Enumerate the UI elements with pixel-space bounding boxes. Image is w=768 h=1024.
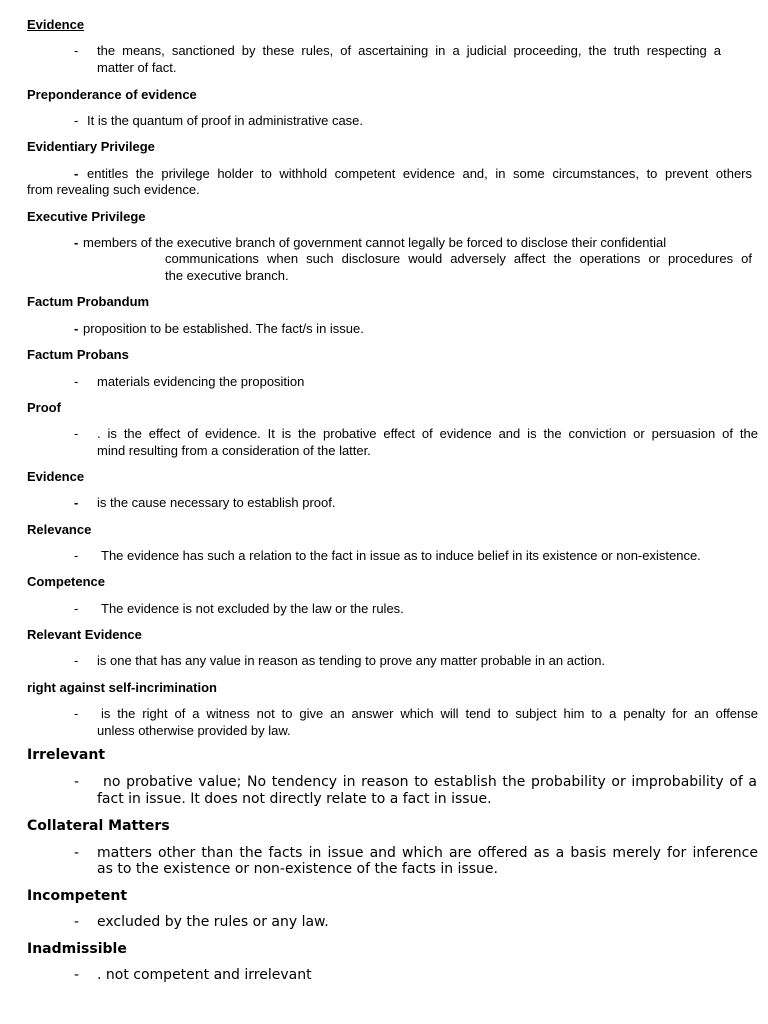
term-relevance: Relevance [27, 522, 92, 537]
bullet-dash: - [74, 845, 80, 861]
definition-line: The evidence has such a relation to the fact in issue as to induce belief in its existence or non-existence. [101, 548, 701, 563]
definition-line: as to the existence or non-existence of the facts in issue. [97, 861, 498, 877]
definition-line: The evidence is not excluded by the law or the rules. [101, 601, 404, 616]
term-irrelevant: Irrelevant [27, 747, 106, 763]
definition-line: unless otherwise provided by law. [97, 723, 291, 738]
definition-line: excluded by the rules or any law. [97, 914, 329, 930]
definition-line: from revealing such evidence. [27, 182, 200, 197]
definition-line: . not competent and irrelevant [97, 967, 312, 983]
definition-line: is one that has any value in reason as tending to prove any matter probable in an action. [97, 653, 606, 668]
definition-line: matter of fact. [97, 60, 177, 75]
term-right-against-self-incrimination: right against self-incrimination [27, 680, 217, 695]
bullet-dash: - [74, 706, 79, 721]
bullet-dash: - [74, 601, 79, 616]
term-executive-privilege: Executive Privilege [27, 209, 146, 224]
definition-line: materials evidencing the proposition [97, 374, 305, 389]
definition-line: . is the effect of evidence. It is the probative effect of evidence and is the conviction or persuasion of the [97, 426, 758, 441]
bullet-dash: - [74, 426, 79, 441]
bullet-dash: - [74, 653, 79, 668]
bullet-dash: - [74, 967, 80, 983]
term-preponderance-of-evidence: Preponderance of evidence [27, 87, 197, 102]
bullet-dash: - [74, 113, 79, 128]
bullet-dash: - [74, 166, 79, 181]
definition-line: the means, sanctioned by these rules, of ascertaining in a judicial proceeding, the truth respecting a [97, 43, 721, 58]
bullet-dash: - [74, 548, 79, 563]
definition-line: entitles the privilege holder to withhold competent evidence and, in some circumstances, to prevent others [87, 166, 752, 181]
term-evidence: Evidence [27, 17, 85, 32]
definition-line: proposition to be established. The fact/s in issue. [83, 321, 364, 336]
term-competence: Competence [27, 574, 106, 589]
term-relevant-evidence: Relevant Evidence [27, 627, 142, 642]
bullet-dash: - [74, 914, 80, 930]
definition-line: It is the quantum of proof in administrative case. [87, 113, 364, 128]
definition-line: is the right of a witness not to give an answer which will tend to subject him to a penalty for an offense [101, 706, 758, 721]
definition-line: mind resulting from a consideration of the latter. [97, 443, 371, 458]
bullet-dash: - [74, 374, 79, 389]
definition-line: fact in issue. It does not directly relate to a fact in issue. [97, 791, 492, 807]
bullet-dash: - [74, 43, 79, 58]
term-factum-probandum: Factum Probandum [27, 294, 150, 309]
bullet-dash: - [74, 235, 79, 250]
definition-line: the executive branch. [165, 268, 289, 283]
definition-line: no probative value; No tendency in reason to establish the probability or improbability of a [103, 774, 757, 790]
term-incompetent: Incompetent [27, 888, 128, 904]
definition-line: matters other than the facts in issue and which are offered as a basis merely for inference [97, 845, 758, 861]
definition-line: is the cause necessary to establish proof. [97, 495, 336, 510]
definition-line: communications when such disclosure would adversely affect the operations or procedures of [165, 251, 752, 266]
bullet-dash: - [74, 321, 79, 336]
term-proof: Proof [27, 400, 61, 415]
term-collateral-matters: Collateral Matters [27, 818, 170, 834]
term-evidence-2: Evidence [27, 469, 85, 484]
term-inadmissible: Inadmissible [27, 941, 127, 957]
bullet-dash: - [74, 495, 79, 510]
definition-line: members of the executive branch of government cannot legally be forced to disclose their confidential [83, 235, 667, 250]
term-factum-probans: Factum Probans [27, 347, 129, 362]
bullet-dash: - [74, 774, 80, 790]
term-evidentiary-privilege: Evidentiary Privilege [27, 139, 155, 154]
